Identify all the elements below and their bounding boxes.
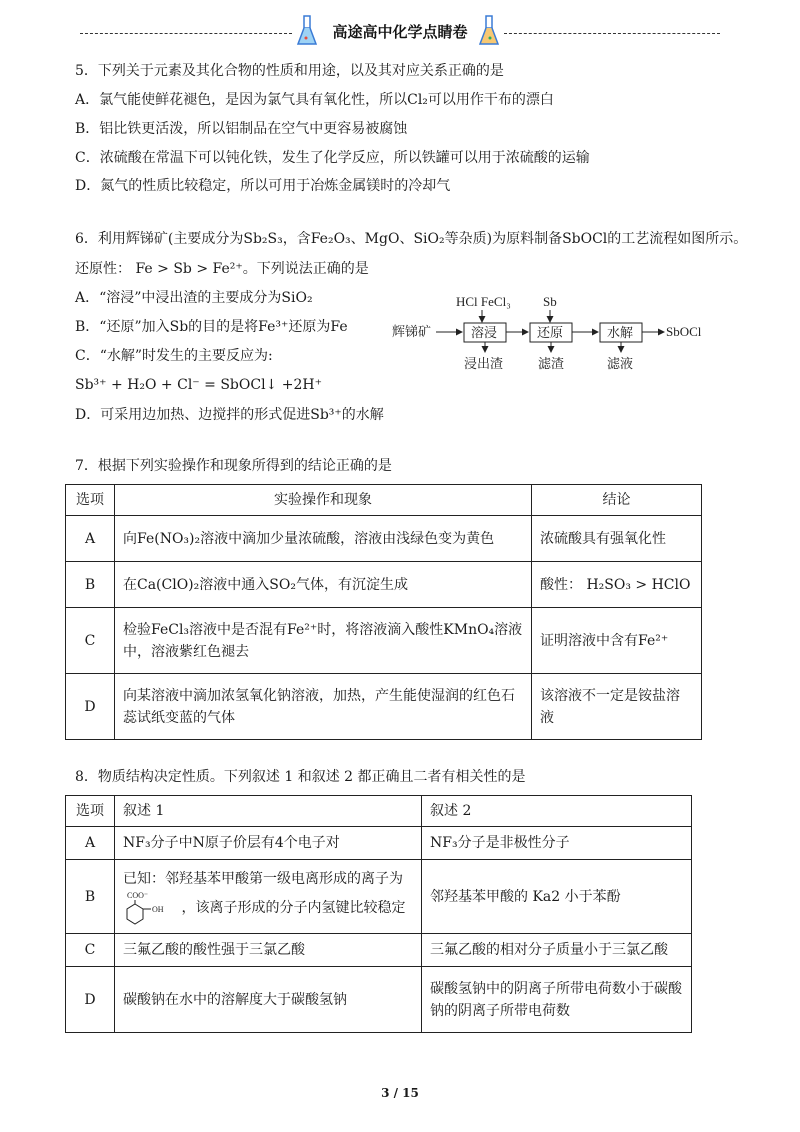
q6-option-c-equation: Sb³⁺ + H₂O + Cl⁻ = SbOCl↓ +2H⁺ [75, 377, 322, 393]
row-statement-2: 三氟乙酸的相对分子质量小于三氯乙酸 [422, 934, 692, 967]
q6-option-b: B．“还原”加入Sb的目的是将Fe³⁺还原为Fe [75, 319, 348, 335]
flow-step-reduction-label: 还原 [537, 325, 564, 340]
flow-step-hydrolysis-label: 水解 [607, 325, 634, 340]
flask-icon [478, 14, 500, 48]
q6-stem-line2: 还原性： Fe > Sb > Fe²⁺。下列说法正确的是 [75, 261, 369, 277]
table-row [66, 827, 692, 860]
flow-raw-material: 辉锑矿 [392, 324, 432, 339]
row-statement-2: 碳酸氢钠中的阴离子所带电荷数小于碳酸钠的阴离子所带电荷数 [422, 967, 692, 1033]
q5-stem: 5．下列关于元素及其化合物的性质和用途，以及其对应关系正确的是 [75, 63, 504, 79]
table-header-row [66, 485, 702, 516]
row-statement-1: 三氟乙酸的酸性强于三氯乙酸 [115, 934, 422, 967]
header-dashes-left [80, 33, 292, 34]
row-operation: 向某溶液中滴加浓氢氧化钠溶液，加热，产生能使湿润的红色石蕊试纸变蓝的气体 [115, 674, 532, 740]
page-number: 3 / 15 [381, 1086, 419, 1100]
row-operation: 检验FeCl₃溶液中是否混有Fe²⁺时，将溶液滴入酸性KMnO₄溶液中，溶液紫红色褪去 [115, 608, 532, 674]
molecule-line [123, 890, 413, 926]
row-conclusion: 酸性： H₂SO₃ > HClO [532, 562, 702, 608]
q6-option-a: A．“溶浸”中浸出渣的主要成分为SiO₂ [75, 290, 313, 306]
header-title: 高途高中化学点睛卷 [332, 23, 468, 41]
row-option: C [66, 934, 115, 967]
row-statement-1 [115, 860, 422, 934]
table-row [66, 967, 692, 1033]
q5-option-d: D．氮气的性质比较稳定，所以可用于冶炼金属镁时的冷却气 [75, 178, 451, 194]
flask-icon [296, 14, 318, 48]
flow-step-leaching-label: 溶浸 [471, 325, 498, 340]
flow-input-sb: Sb [543, 294, 557, 309]
row-statement-2: NF₃分子是非极性分子 [422, 827, 692, 860]
q7-table [65, 484, 702, 740]
row-conclusion: 该溶液不一定是铵盐溶液 [532, 674, 702, 740]
table-header-cell: 结论 [532, 485, 702, 516]
table-header-cell: 叙述 1 [115, 796, 422, 827]
q5-option-b: B．铝比铁更活泼，所以铝制品在空气中更容易被腐蚀 [75, 121, 408, 137]
benzene-ring-structure [123, 890, 177, 926]
row-operation: 向Fe(NO₃)₂溶液中滴加少量浓硫酸，溶液由浅绿色变为黄色 [115, 516, 532, 562]
table-header-cell: 叙述 2 [422, 796, 692, 827]
table-header-cell: 实验操作和现象 [115, 485, 532, 516]
row-option: A [66, 827, 115, 860]
q8-table [65, 795, 692, 1033]
row-option: B [66, 562, 115, 608]
row-operation: 在Ca(ClO)₂溶液中通入SO₂气体，有沉淀生成 [115, 562, 532, 608]
table-row [66, 516, 702, 562]
table-row [66, 934, 692, 967]
row-statement-1: 碳酸钠在水中的溶解度大于碳酸氢钠 [115, 967, 422, 1033]
q8-stem: 8．物质结构决定性质。下列叙述 1 和叙述 2 都正确且二者有相关性的是 [75, 769, 526, 785]
flow-output-residue: 浸出渣 [464, 356, 504, 371]
row-option: A [66, 516, 115, 562]
row-option: C [66, 608, 115, 674]
table-row [66, 608, 702, 674]
table-header-row [66, 796, 692, 827]
row-statement-2: 邻羟基苯甲酸的 Ka2 小于苯酚 [422, 860, 692, 934]
statement-text: 已知：邻羟基苯甲酸第一级电离形成的离子为 [123, 870, 403, 887]
flow-input-reagents: HCl FeCl₃ [456, 294, 511, 309]
q7-stem: 7．根据下列实验操作和现象所得到的结论正确的是 [75, 458, 392, 474]
row-option: D [66, 967, 115, 1033]
table-row [66, 674, 702, 740]
q6-stem-line1: 6．利用辉锑矿(主要成分为Sb₂S₃，含Fe₂O₃、MgO、SiO₂等杂质)为原料制备SbOCl的工艺流程如图所示。 [75, 231, 748, 247]
flow-output-filter-residue: 滤渣 [538, 356, 565, 371]
row-option: B [66, 860, 115, 934]
q5-option-c: C．浓硫酸在常温下可以钝化铁，发生了化学反应，所以铁罐可以用于浓硫酸的运输 [75, 150, 590, 166]
flow-product: SbOCl [666, 324, 702, 339]
table-header-cell: 选项 [66, 796, 115, 827]
row-option: D [66, 674, 115, 740]
header-dashes-right [504, 33, 720, 34]
row-conclusion: 浓硫酸具有强氧化性 [532, 516, 702, 562]
q5-option-a: A．氯气能使鲜花褪色，是因为氯气具有氧化性，所以Cl₂可以用作干布的漂白 [75, 92, 554, 108]
q6-option-d: D．可采用边加热、边搅拌的形式促进Sb³⁺的水解 [75, 407, 384, 423]
q6-flow-diagram [392, 290, 722, 380]
flow-output-filtrate: 滤液 [607, 356, 634, 371]
table-row [66, 562, 702, 608]
q6-option-c: C．“水解”时发生的主要反应为: [75, 348, 273, 364]
row-statement-1: NF₃分子中N原子价层有4个电子对 [115, 827, 422, 860]
row-conclusion: 证明溶液中含有Fe²⁺ [532, 608, 702, 674]
table-row [66, 860, 692, 934]
statement-text: ，该离子形成的分子内氢键比较稳定 [181, 899, 406, 916]
carboxylate-label: COO⁻ [127, 890, 149, 900]
table-header-cell: 选项 [66, 485, 115, 516]
hydroxyl-label: OH [152, 904, 164, 914]
